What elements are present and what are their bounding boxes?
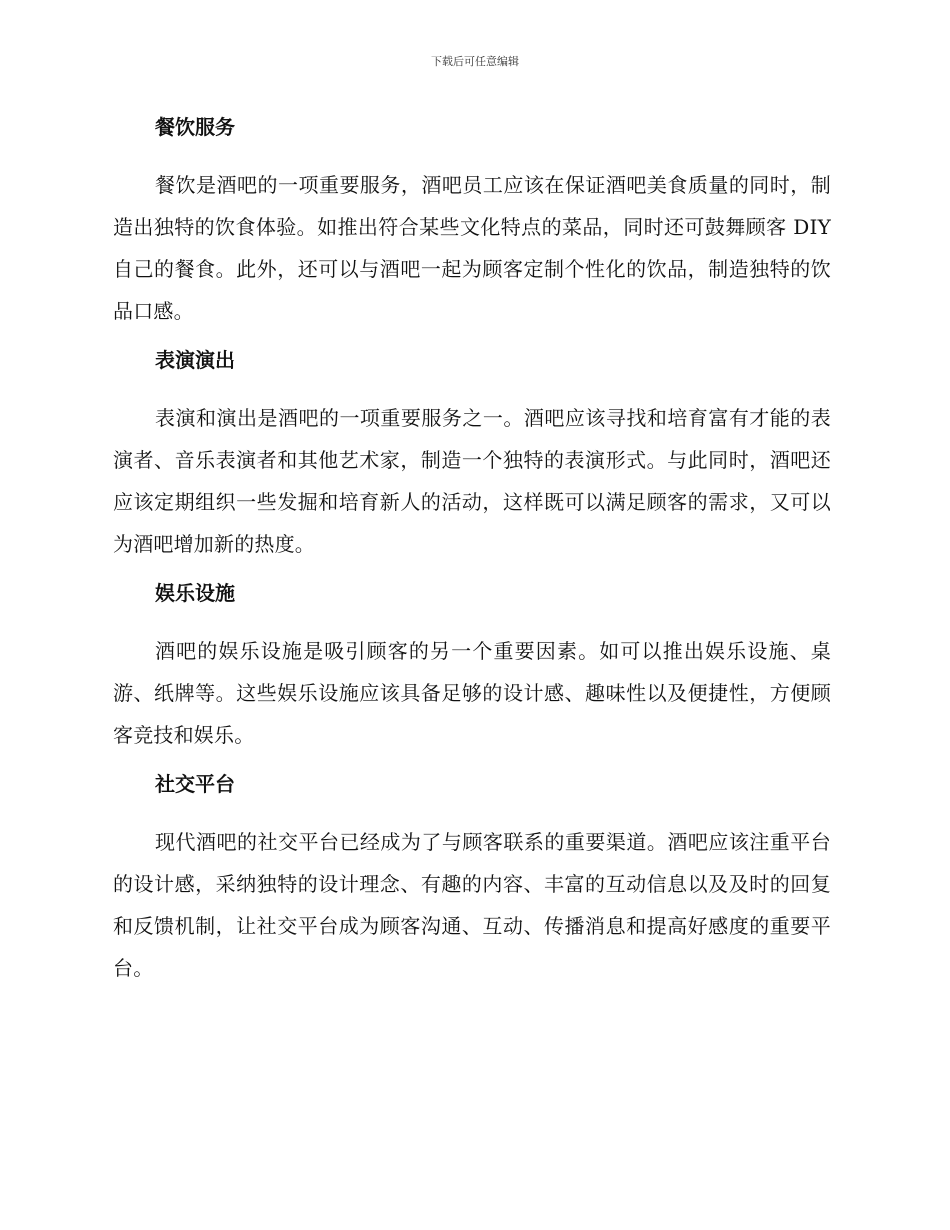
- page-header-note: 下载后可任意编辑: [431, 55, 519, 68]
- section-paragraph: 表演和演出是酒吧的一项重要服务之一。酒吧应该寻找和培育富有才能的表演者、音乐表演者和其他艺术家，制造一个独特的表演形式。与此同时，酒吧还应该定期组织一些发掘和培育新人的活动，这样既可以满足顾客的需求，又可以为酒吧增加新的热度。: [113, 406, 831, 556]
- section-title: 社交平台: [155, 772, 235, 796]
- section-dining: [113, 111, 831, 332]
- section-title: 表演演出: [155, 348, 235, 372]
- section-performance: [113, 344, 831, 565]
- section-entertainment: [113, 577, 831, 756]
- section-paragraph: 酒吧的娱乐设施是吸引顾客的另一个重要因素。如可以推出娱乐设施、桌游、纸牌等。这些娱乐设施应该具备足够的设计感、趣味性以及便捷性，方便顾客竞技和娱乐。: [113, 639, 831, 747]
- section-social-platform: [113, 768, 831, 989]
- section-paragraph: 餐饮是酒吧的一项重要服务，酒吧员工应该在保证酒吧美食质量的同时，制造出独特的饮食体验。如推出符合某些文化特点的菜品，同时还可鼓舞顾客 DIY 自己的餐食。此外，还可以与酒吧一起为顾客定制个性化的饮品，制造独特的饮品口感。: [113, 173, 831, 323]
- section-paragraph: 现代酒吧的社交平台已经成为了与顾客联系的重要渠道。酒吧应该注重平台的设计感，采纳独特的设计理念、有趣的内容、丰富的互动信息以及及时的回复和反馈机制，让社交平台成为顾客沟通、互动、传播消息和提高好感度的重要平台。: [113, 830, 831, 980]
- document-content: [113, 111, 831, 989]
- section-title: 餐饮服务: [155, 115, 235, 139]
- section-title: 娱乐设施: [155, 581, 235, 605]
